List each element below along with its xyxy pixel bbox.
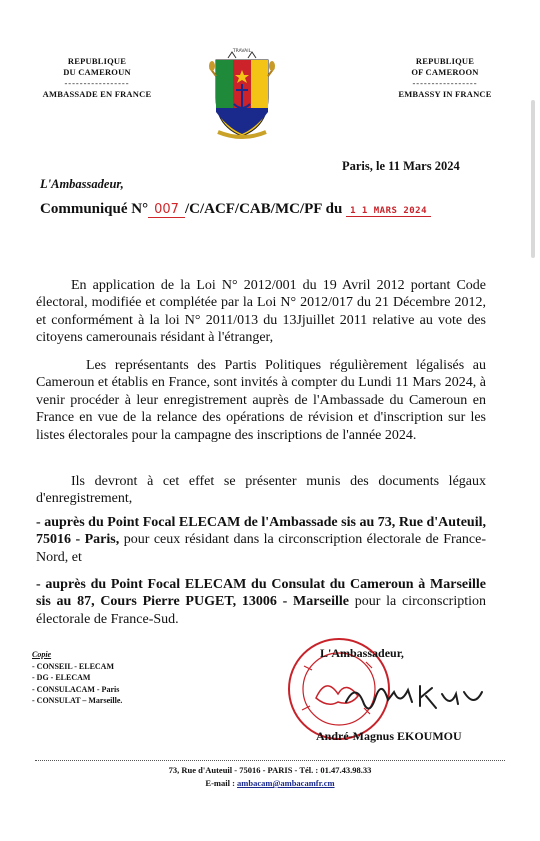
header-right [370, 56, 520, 100]
paragraph-marseille-bold: - auprès du Point Focal ELECAM du Consulat du Cameroun à Marseille sis au 87, Cours Pierre PUGET, 13006 - Marseille [36, 577, 486, 610]
emblem-motto: TRAVAIL [232, 49, 252, 54]
footer-divider [35, 760, 505, 761]
footer-address: 73, Rue d'Auteuil - 75016 - PARIS - Tél. : 01.47.43.98.33 [168, 765, 372, 775]
header-right-line-3: EMBASSY IN FRANCE [398, 89, 492, 99]
signatory-name: André-Magnus EKOUMOU [316, 729, 462, 743]
paragraph-1: En application de la Loi N° 2012/001 du 19 Avril 2012 portant Code électoral, modifiée et complétée par la Loi N° 2012/017 du 21 Décembre 2012, et conformément à la loi N° 2011/013 du 13Jjuillet 2011 relative au vote des citoyens camerounais résidant à l'étranger, [36, 278, 486, 346]
footer-email-line [0, 778, 540, 788]
communique-prefix: Communiqué N° [40, 201, 149, 217]
copy-list-item: - CONSEIL - ELECAM [32, 661, 115, 671]
paragraph-paris [36, 514, 486, 566]
header-right-separator: ----------------- [412, 78, 478, 88]
header-right-line-1: REPUBLIQUE [415, 56, 475, 66]
header-left-line-2: DU CAMEROUN [63, 67, 131, 77]
communique-ref: /C/ACF/CAB/MC/PF du [184, 201, 343, 217]
paragraph-paris-bold: - auprès du Point Focal ELECAM de l'Ambassade sis au 73, Rue d'Auteuil, 75016 - Paris, [36, 515, 486, 548]
header-right-line-2: OF CAMEROON [411, 67, 479, 77]
paragraph-marseille [36, 576, 486, 628]
handwritten-number: 007 [148, 202, 185, 218]
header-left [22, 56, 172, 100]
handwritten-signature-icon [342, 672, 492, 722]
date-stamp: 1 1 MARS 2024 [346, 206, 431, 217]
communique-reference [40, 201, 431, 218]
header-left-separator: ----------------- [64, 78, 130, 88]
header-left-line-1: REPUBLIQUE [67, 56, 127, 66]
paragraph-paris-rest: pour ceux résidant dans la circonscription électorale de France-Nord, et [36, 532, 487, 565]
scrollbar-thumb[interactable] [531, 100, 535, 258]
signature-title: L'Ambassadeur, [320, 646, 404, 660]
footer-email-link[interactable]: ambacam@ambacamfr.cm [237, 778, 335, 788]
copy-list-item: - CONSULAT – Marseille. [32, 696, 123, 705]
paragraph-marseille-rest: pour la circonscription électorale de France-Sud. [36, 594, 486, 627]
header-left-line-3: AMBASSADE EN FRANCE [42, 89, 152, 99]
copy-list-item: - DG - ELECAM [32, 673, 91, 682]
sender-title: L'Ambassadeur, [40, 177, 124, 191]
footer-email-label: E-mail : [205, 778, 238, 788]
copy-list-item: - CONSULACAM - Paris [32, 684, 120, 694]
copy-list [32, 649, 122, 707]
copy-list-title: Copie [32, 650, 52, 659]
paragraph-3: Ils devront à cet effet se présenter munis des documents légaux d'enregistrement, [36, 474, 486, 507]
paragraph-2: Les représentants des Partis Politiques régulièrement légalisés au Cameroun et établis en France, sont invités à compter du Lundi 11 Mars 2024, à venir procéder à leur enregistrement auprès de l'Ambassade du Cameroun en France en vue de la relance des opérations de révision et d'inscription sur les listes électorales pour la campagne des inscriptions de l'année 2024. [36, 358, 486, 443]
cameroon-coat-of-arms-icon [206, 46, 278, 144]
document-date: Paris, le 11 Mars 2024 [342, 159, 460, 173]
